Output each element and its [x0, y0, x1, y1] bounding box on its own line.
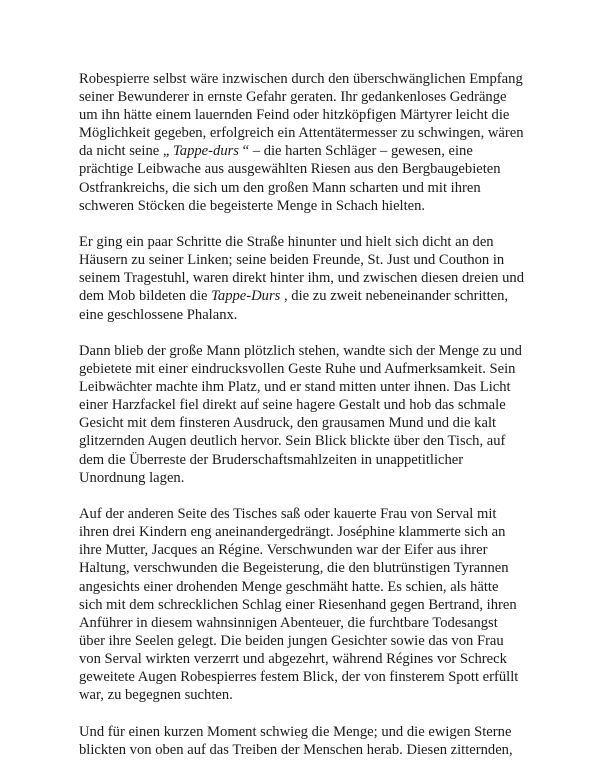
text-line — [79, 632, 531, 650]
text-line — [79, 251, 531, 269]
text-run: Auf der anderen Seite des Tisches saß oder kauerte Frau von Serval mit — [79, 506, 497, 523]
text-line — [79, 287, 531, 305]
text-run: Haltung, verschwunden die Begeisterung, die den blutrünstigen Tyrannen — [79, 560, 509, 577]
text-line — [79, 142, 531, 160]
paragraph — [79, 505, 531, 704]
text-run: dem Mob bildeten die — [79, 288, 212, 305]
italic-term: Tappe-Durs — [211, 288, 281, 305]
text-run: glitzernden Augen deutlich hervor. Sein Blick blickte über den Tisch, auf — [79, 433, 506, 450]
text-run: ihre Mutter, Jacques an Régine. Verschwunden war der Eifer aus ihrer — [79, 542, 488, 559]
text-line — [79, 70, 531, 88]
paragraph — [79, 233, 531, 323]
text-run: einer Harzfackel fiel direkt auf seine hagere Gestalt und hob das schmale — [79, 397, 506, 414]
text-run: Robespierre selbst wäre inzwischen durch den überschwänglichen Empfang — [79, 71, 523, 87]
text-line — [79, 686, 531, 704]
text-run: da nicht seine „ — [79, 143, 174, 160]
text-line — [79, 451, 531, 469]
text-line — [79, 541, 531, 559]
italic-term: Tappe-durs — [173, 143, 239, 160]
text-line — [79, 596, 531, 614]
text-line — [79, 124, 531, 142]
text-run: ihren drei Kindern eng aneinandergedrängt. Joséphine klammerte sich an — [79, 524, 506, 541]
text-run: Unordnung lagen. — [79, 469, 185, 486]
text-run: Anführer in diesem wahnsinnigen Abenteuer, die furchtbare Todesangst — [79, 614, 498, 631]
paragraph — [79, 342, 531, 487]
text-line — [79, 723, 531, 741]
text-run: Und für einen kurzen Moment schwieg die Menge; und die ewigen Sterne — [79, 723, 512, 740]
text-line — [79, 469, 531, 487]
text-line — [79, 396, 531, 414]
text-line — [79, 360, 531, 378]
text-run: dem die Überreste der Bruderschaftsmahlzeiten in unappetitlicher — [79, 451, 464, 468]
text-run: war, zu begegnen suchten. — [79, 687, 233, 704]
text-run: gebietete mit einer eindrucksvollen Geste Ruhe und Aufmerksamkeit. Sein — [79, 361, 516, 378]
text-line — [79, 378, 531, 396]
text-line — [79, 106, 531, 124]
text-run: eine geschlossene Phalanx. — [79, 306, 238, 323]
text-line — [79, 668, 531, 686]
text-run: Gesicht mit dem finsteren Ausdruck, den grausamen Mund und die kalt — [79, 415, 497, 432]
text-run: geweitete Augen Robespierres festem Blick, der von finsterem Spott erfüllt — [79, 668, 519, 685]
text-run: um ihn hätte einem lauernden Feind oder hitzköpfigen Märtyrer leicht die — [79, 107, 510, 124]
text-run: seinem Tragestuhl, waren direkt hinter ihm, und zwischen diesen dreien und — [79, 270, 525, 287]
text-line — [79, 578, 531, 596]
text-run: Leibwächter machte ihm Platz, und er stand mitten unter ihnen. Das Licht — [79, 379, 511, 396]
text-line — [79, 414, 531, 432]
text-line — [79, 269, 531, 287]
text-line — [79, 306, 531, 324]
text-line — [79, 197, 531, 215]
text-run: Dann blieb der große Mann plötzlich stehen, wandte sich der Menge zu und — [79, 343, 522, 359]
text-line — [79, 432, 531, 450]
text-run: “ – die harten Schläger – gewesen, eine — [238, 143, 473, 160]
text-line — [79, 523, 531, 541]
text-line — [79, 233, 531, 251]
text-line — [79, 160, 531, 178]
text-line — [79, 505, 531, 523]
text-run: über ihre Seelen gelegt. Die beiden jungen Gesichter sowie das von Frau — [79, 632, 504, 649]
text-run: angesichts einer drohenden Menge geschmäht hatte. Es schien, als hätte — [79, 578, 499, 595]
text-run: blickten von oben auf das Treiben der Menschen herab. Diesen zitternden, — [79, 741, 513, 758]
text-run: prächtige Leibwache aus ausgewählten Riesen aus den Bergbaugebieten — [79, 161, 501, 178]
body-text — [79, 70, 531, 777]
text-run: Er ging ein paar Schritte die Straße hinunter und hielt sich dicht an den — [79, 234, 494, 251]
text-run: Ostfrankreichs, die sich um den großen Mann scharten und mit ihren — [79, 179, 481, 196]
paragraph — [79, 70, 531, 215]
text-run: von Serval wirkten verzerrt und abgezehrt, während Régines vor Schreck — [79, 650, 507, 667]
text-line — [79, 342, 531, 360]
text-line — [79, 179, 531, 197]
text-run: Häusern zu seiner Linken; seine beiden Freunde, St. Just und Couthon in — [79, 252, 505, 269]
text-run: sich mit dem schrecklichen Schlag einer Riesenhand gegen Bertrand, ihren — [79, 596, 517, 613]
text-line — [79, 741, 531, 759]
text-run: Möglichkeit gegeben, erfolgreich ein Attentätermesser zu schwingen, wären — [79, 125, 524, 142]
text-line — [79, 559, 531, 577]
paragraph — [79, 723, 531, 759]
text-run: seiner Bewunderer in ernste Gefahr geraten. Ihr gedankenloses Gedränge — [79, 89, 507, 106]
text-line — [79, 88, 531, 106]
text-line — [79, 650, 531, 668]
text-line — [79, 614, 531, 632]
text-run: , die zu zweit nebeneinander schritten, — [280, 288, 509, 305]
text-run: schweren Stöcken die begeisterte Menge in Schach hielten. — [79, 197, 426, 214]
